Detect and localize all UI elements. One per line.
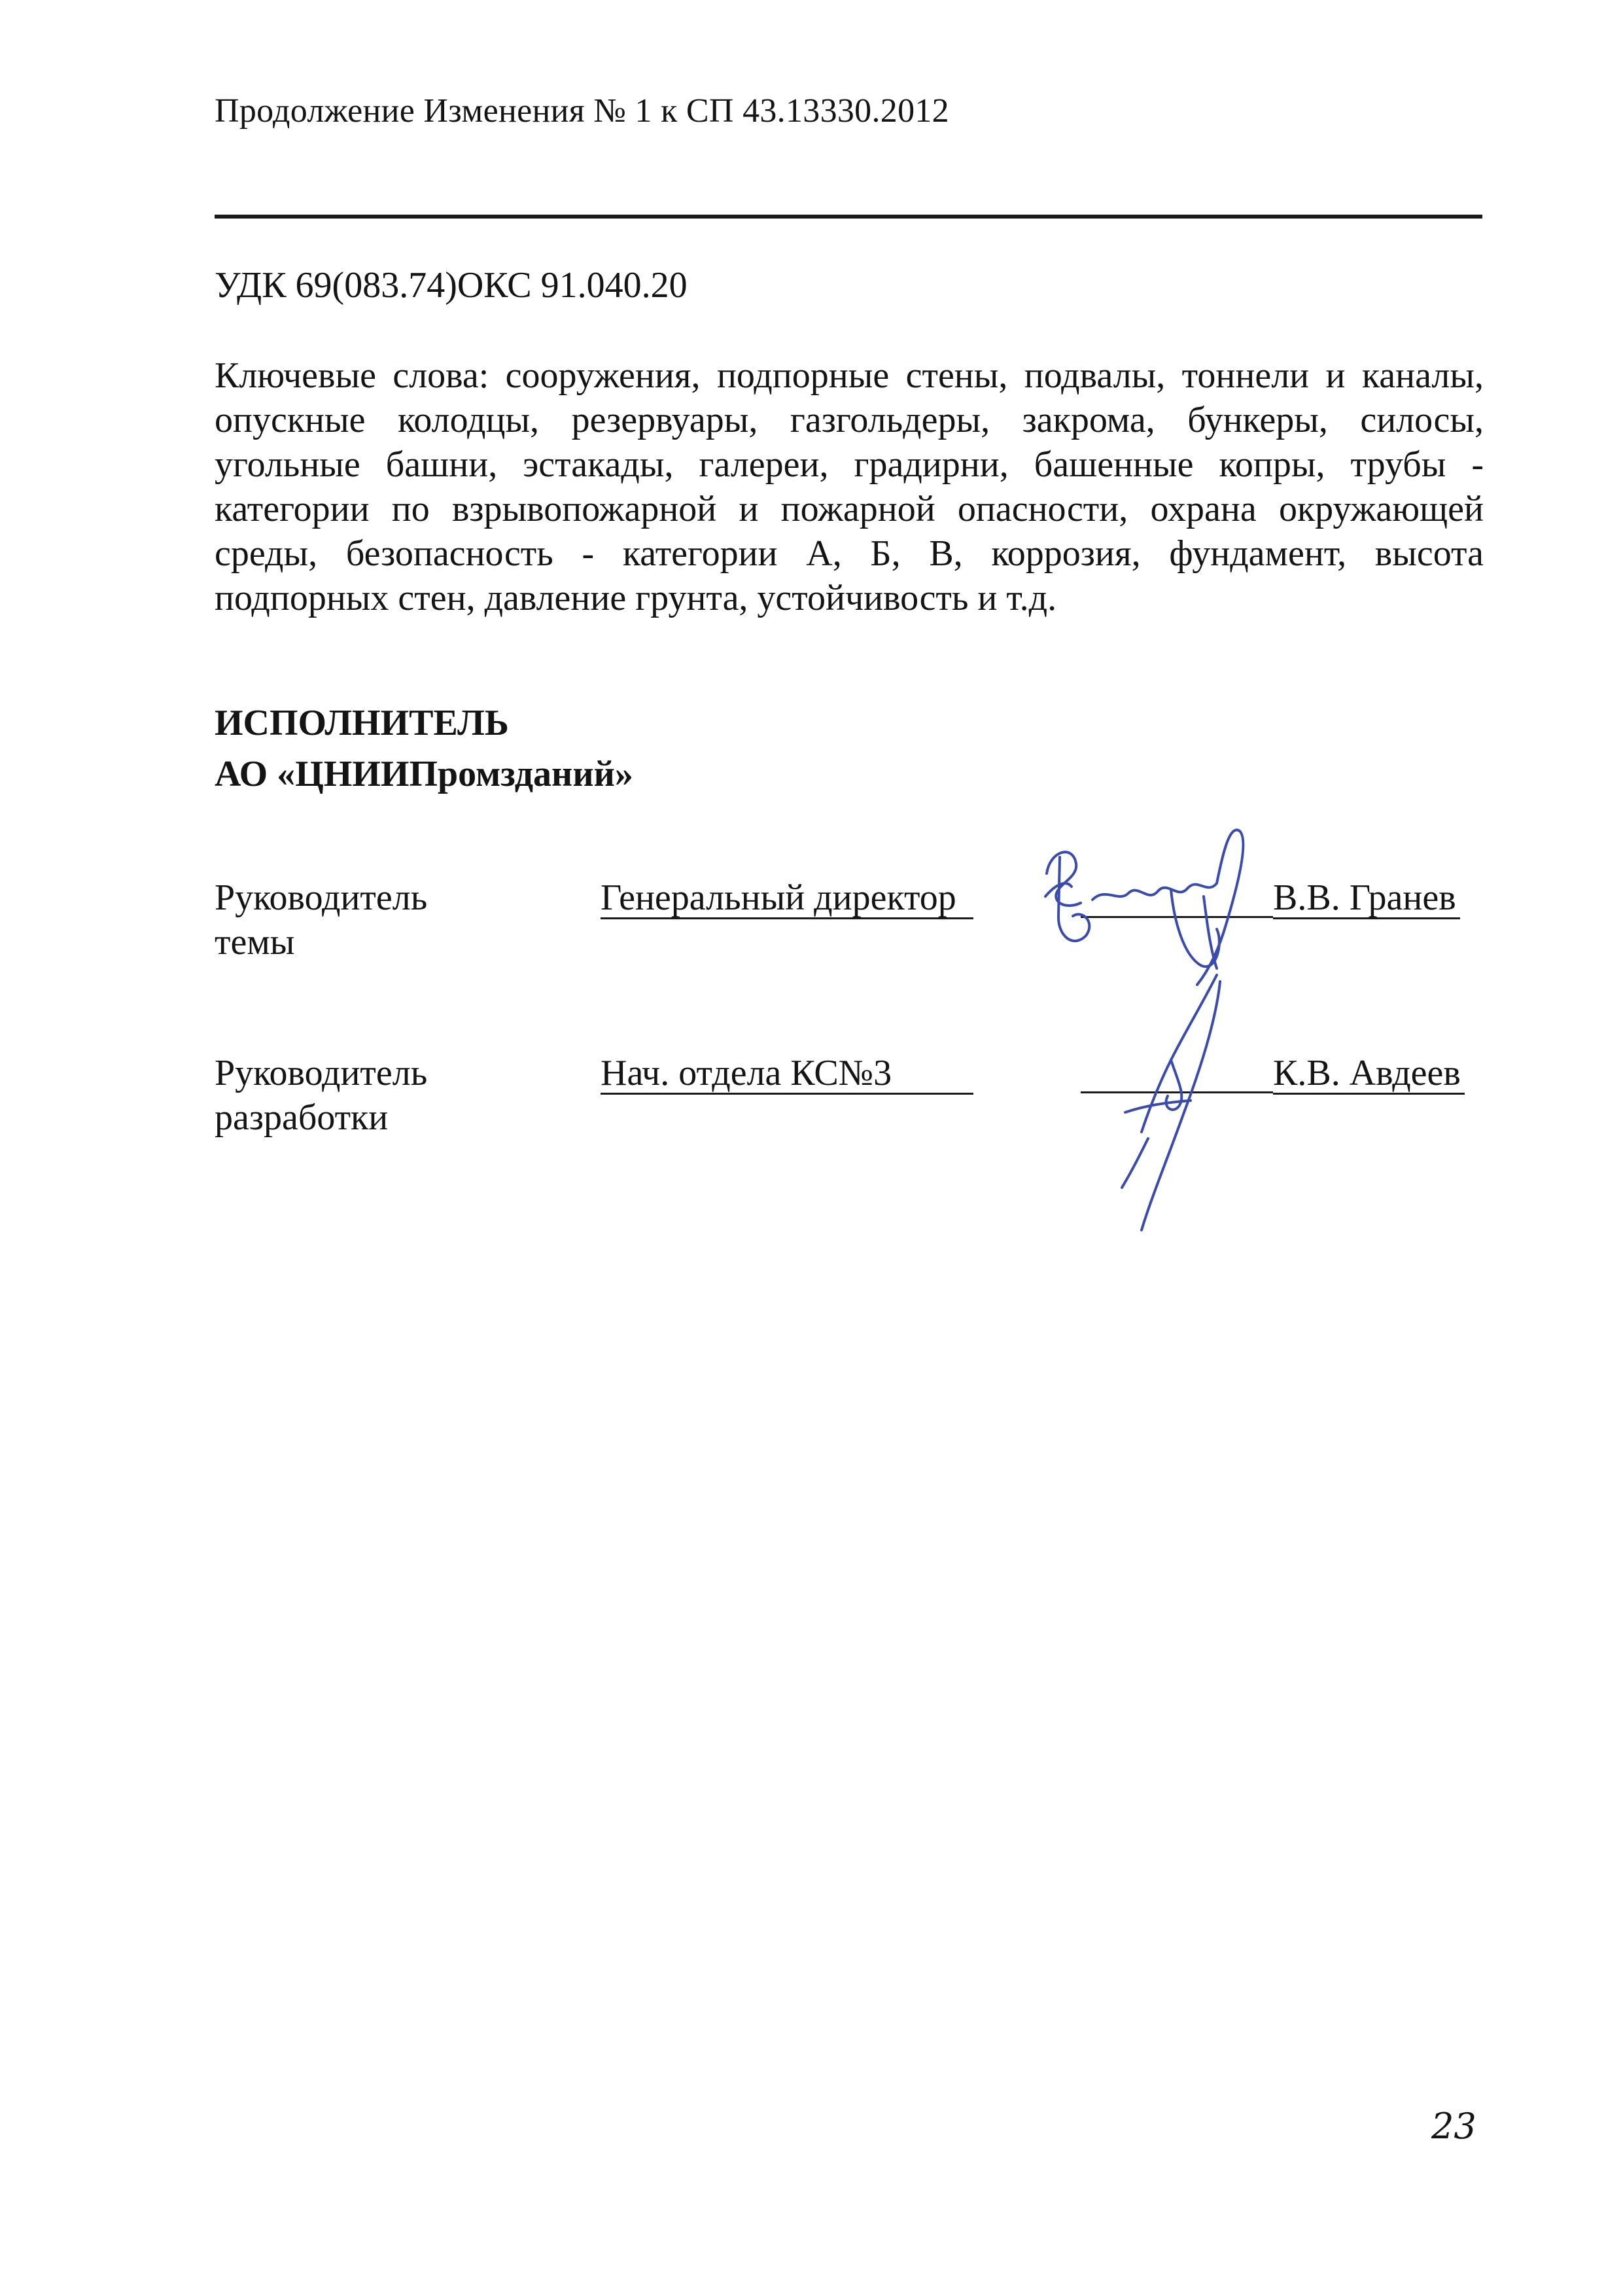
document-header: Продолжение Изменения № 1 к СП 43.13330.2012 [215, 92, 949, 130]
signatory-name: К.В. Авдеев [1273, 1051, 1465, 1095]
udk-code: УДК 69(083.74)ОКС 91.040.20 [215, 265, 688, 306]
handwritten-signature-1 [1021, 811, 1269, 1001]
signatory-position: Нач. отдела КС№3 [601, 1051, 973, 1095]
signature-line [1081, 1091, 1273, 1093]
role-line-2: разработки [215, 1097, 389, 1138]
signatory-position: Генеральный директор [601, 875, 973, 919]
keywords-paragraph: Ключевые слова: сооружения, подпорные стены, подвалы, тоннели и каналы, опускные колодцы, резервуары, газгольдеры, закрома, бункеры, силосы, угольные башни, эстакады, галереи, градирни, башенные копры, трубы - категории по взрывопожарной и пожарной опасности, охрана окружающей среды, безопасность - категории А, Б, В, коррозия, фундамент, высота подпорных стен, давление грунта, устойчивость и т.д. [215, 355, 1484, 618]
role-line-1: Руководитель [215, 877, 428, 918]
executor-block [215, 698, 633, 800]
executor-heading: ИСПОЛНИТЕЛЬ [215, 703, 509, 743]
role-line-1: Руководитель [215, 1053, 428, 1093]
page-number: 23 [1431, 2106, 1476, 2147]
signatory-role [215, 875, 555, 964]
role-line-2: темы [215, 922, 295, 963]
header-rule [215, 215, 1482, 219]
handwritten-signature-2 [1086, 962, 1256, 1237]
signature-line [1081, 916, 1273, 918]
signatory-name: В.В. Гранев [1273, 875, 1460, 919]
executor-organization: АО «ЦНИИПромзданий» [215, 754, 633, 794]
signatory-role [215, 1051, 555, 1140]
